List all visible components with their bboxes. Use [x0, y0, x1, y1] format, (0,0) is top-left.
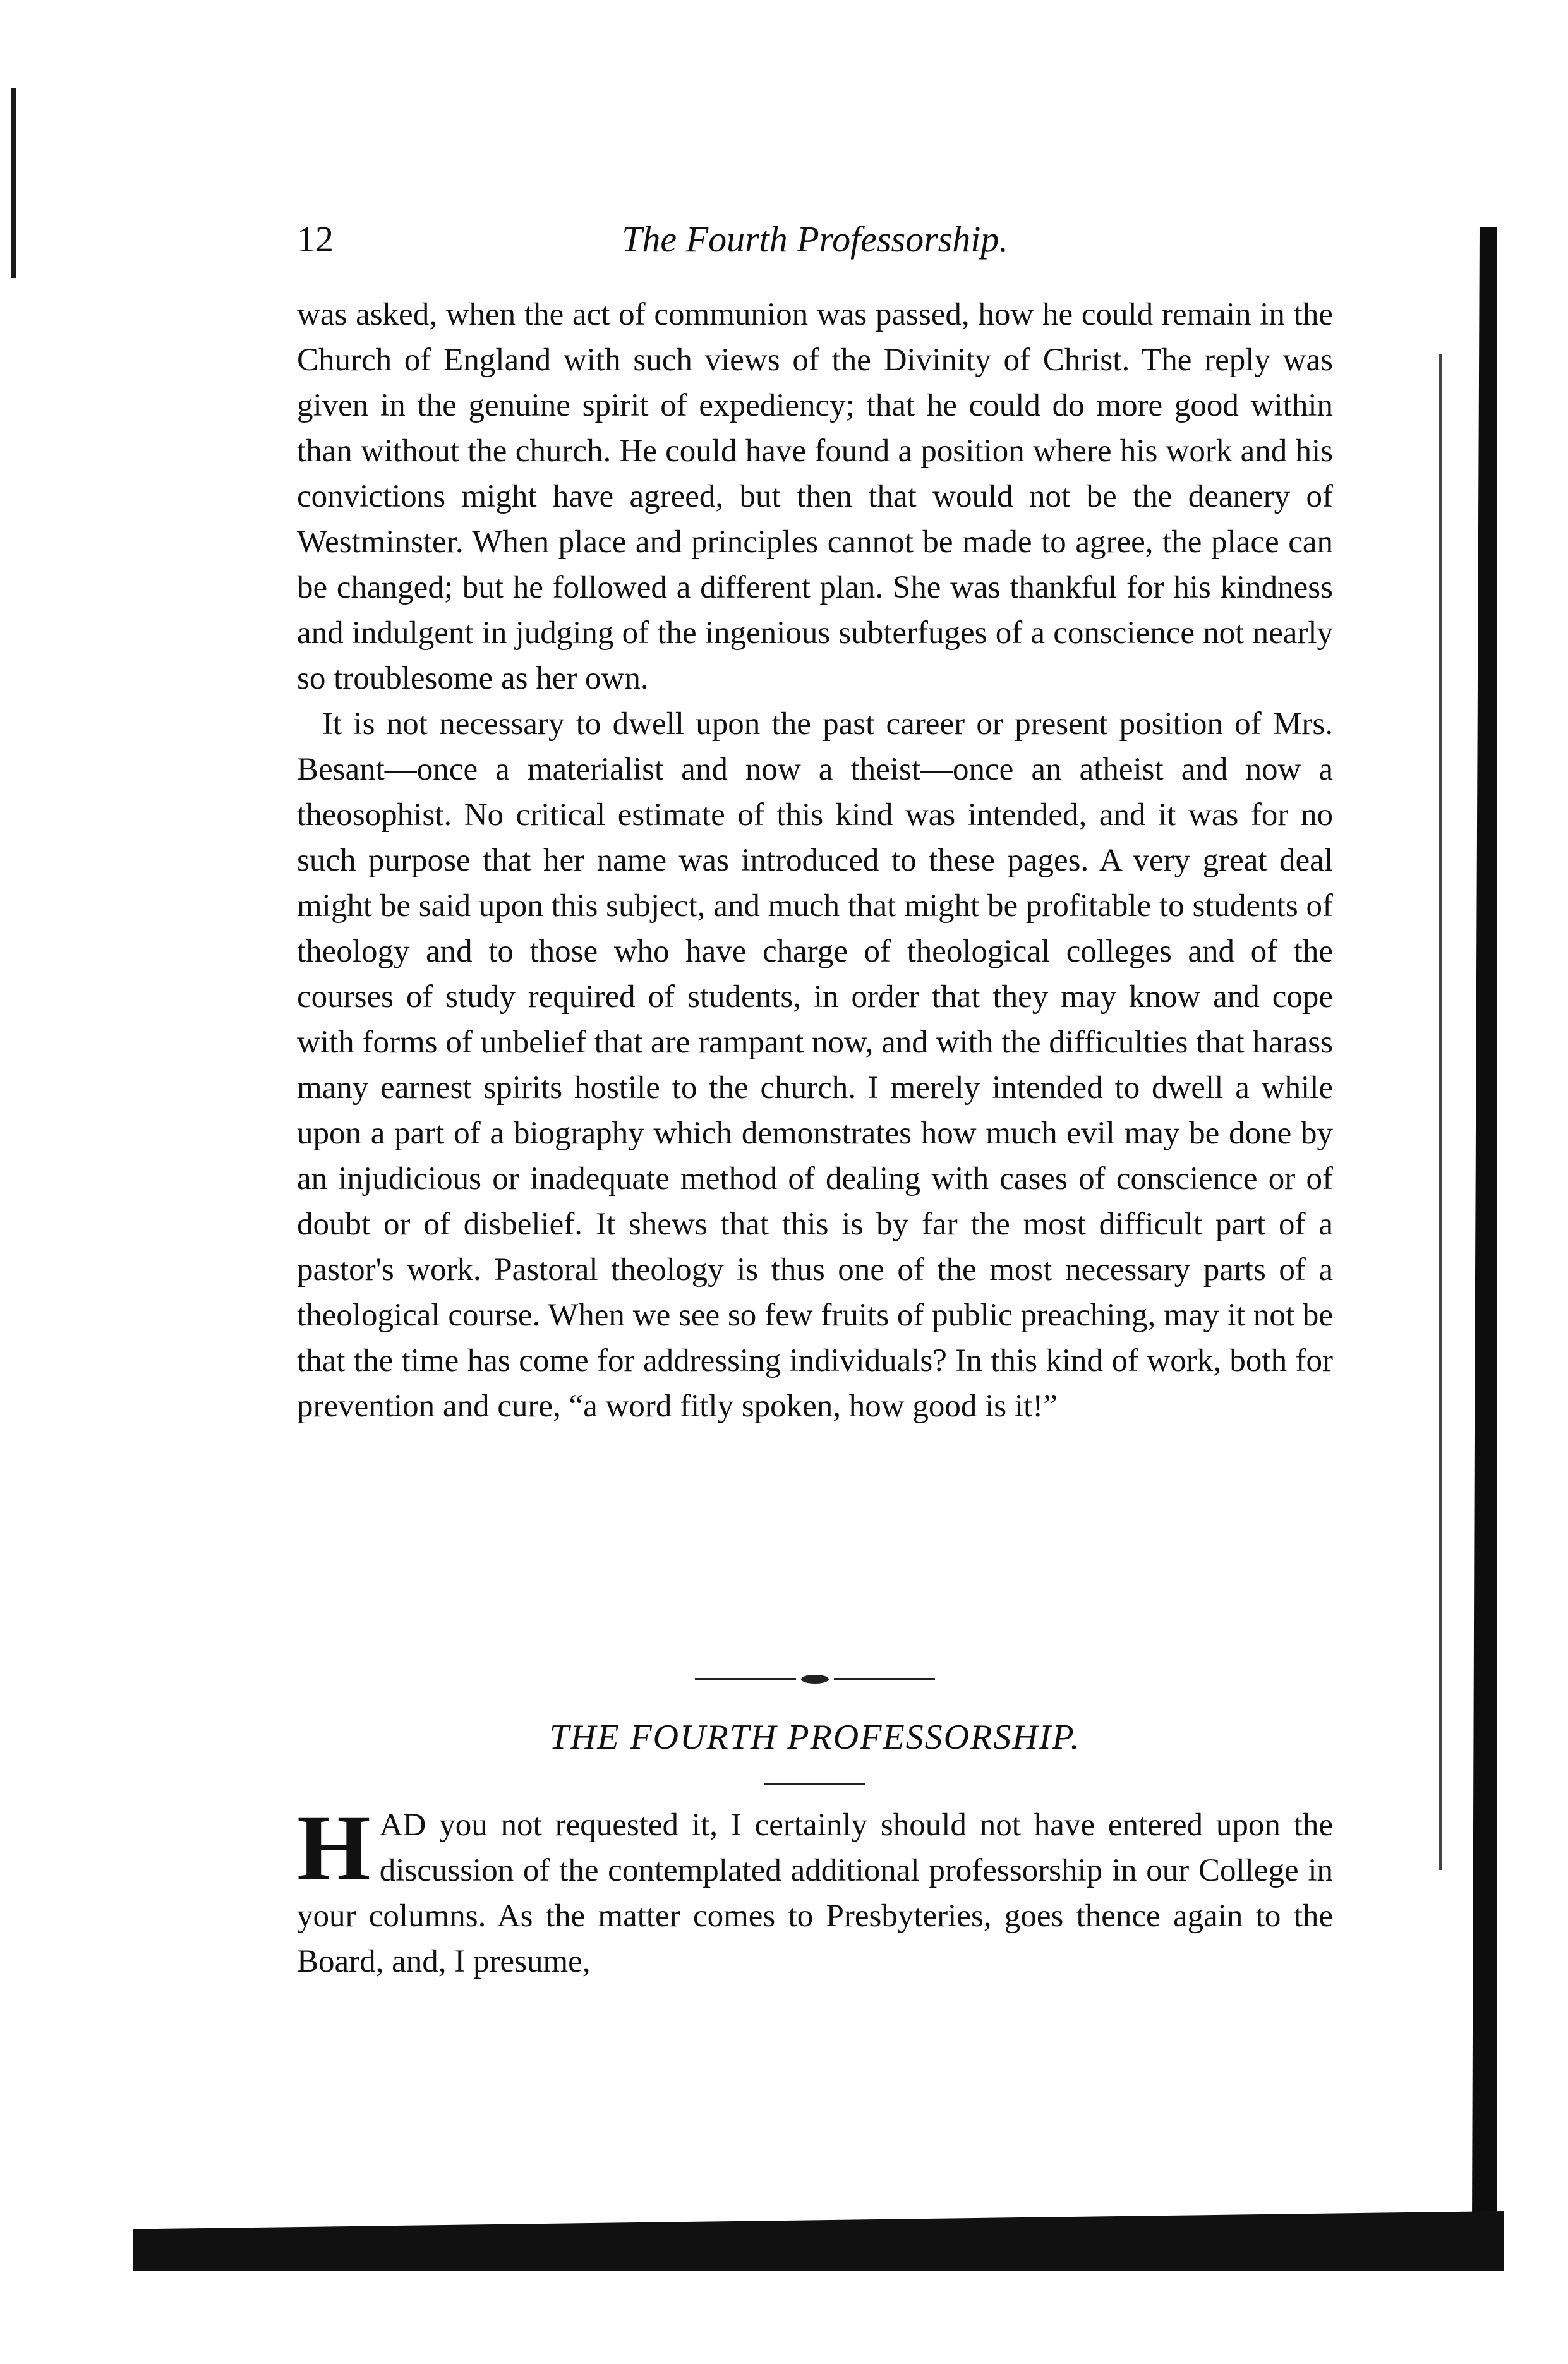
section-opening-text: AD you not requested it, I certainly should not have entered upon the discussion of the contemplated additional professorship in our College in your columns. As the matter comes to Presbyteries, goes thence again to the Board, and, I presume, — [297, 1807, 1333, 1979]
scan-edge-line — [1439, 354, 1442, 1870]
running-head — [297, 218, 1333, 262]
scan-shadow-bottom — [133, 2211, 1504, 2271]
paragraph-besant: It is not necessary to dwell upon the past career or present position of Mrs. Besant—once a materialist and now a theist—once an atheist and now a theosophist. No critical estimate of this kind was intended, and it was for no such purpose that her name was introduced to these pages. A very great deal might be said upon this subject, and much that might be profitable to students of theology and to those who have charge of theological colleges and of the courses of study required of students, in order that they may know and cope with forms of unbelief that are rampant now, and with the difficulties that harass many earnest spirits hostile to the church. I merely intended to dwell a while upon a part of a biography which demonstrates how much evil may be done by an injudicious or inadequate method of dealing with cases of conscience or of doubt or of disbelief. It shews that this is by far the most difficult part of a pastor's work. Pastoral theology is thus one of the most necessary parts of a theological course. When we see so few fruits of public preaching, may it not be that the time has come for addressing individuals? In this kind of work, both for prevention and cure, “a word fitly spoken, how good is it!” — [297, 706, 1333, 1424]
drop-cap: H — [297, 1795, 371, 1900]
paragraph-continued: was asked, when the act of communion was passed, how he could remain in the Church of England with such views of the Divinity of Christ. The reply was given in the genuine spirit of expediency; that he could do more good within than without the church. He could have found a position where his work and his convictions might have agreed, but then that would not be the deanery of Westminster. When place and principles cannot be made to agree, the place can be changed; but he followed a different plan. She was thankful for his kindness and indulgent in judging of the ingenious subterfuges of a conscience not nearly so troublesome as her own. — [297, 297, 1333, 696]
section-title: THE FOURTH PROFESSORSHIP. — [549, 1718, 1081, 1757]
running-title: The Fourth Professorship. — [622, 219, 1008, 260]
title-rule — [764, 1783, 865, 1785]
body-text — [297, 292, 1333, 1429]
section-opening — [297, 1795, 1333, 1984]
scan-edge-left — [11, 88, 16, 278]
section-divider-ornament — [695, 1673, 935, 1686]
page-number: 12 — [297, 219, 334, 260]
scan-shadow-right — [1472, 227, 1497, 2230]
